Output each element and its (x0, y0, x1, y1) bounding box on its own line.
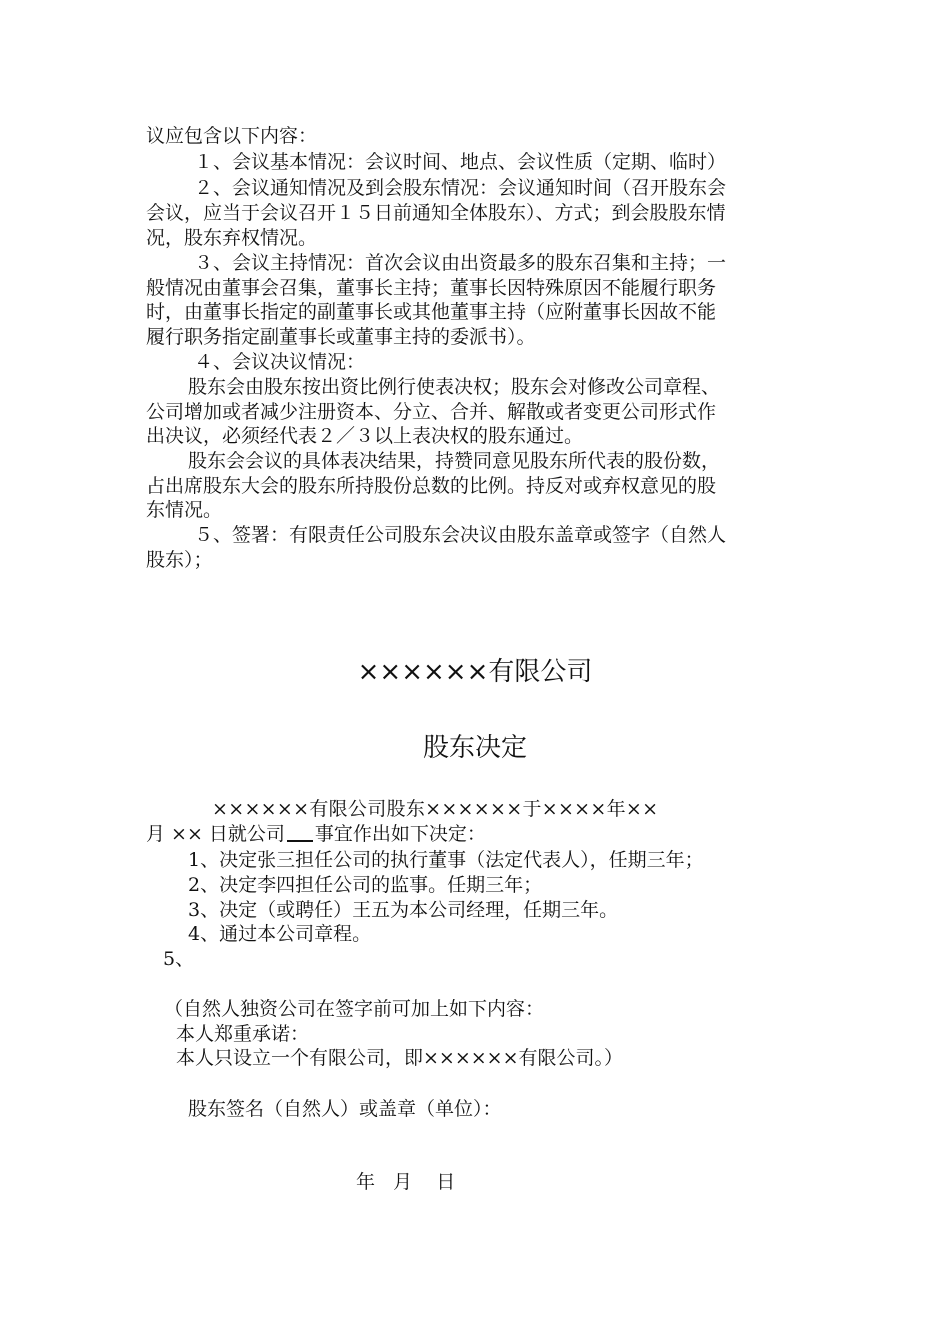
guide-line: 出决议，必须经代表２／３以上表决权的股东通过。 (146, 425, 584, 447)
guide-line: １、会议基本情况：会议时间、地点、会议性质（定期、临时） (194, 151, 727, 173)
guide-line: 股东）； (146, 549, 213, 571)
decision-item: 2、决定李四担任公司的监事。任期三年； (188, 874, 543, 896)
signature-label: 股东签名（自然人）或盖章（单位）： (188, 1098, 502, 1120)
guide-line: 股东会由股东按出资比例行使表决权；股东会对修改公司章程、 (188, 376, 721, 398)
guide-line: ３、会议主持情况：首次会议由出资最多的股东召集和主持；一 (194, 252, 727, 274)
guide-line: 股东会会议的具体表决结果，持赞同意见股东所代表的股份数， (188, 450, 721, 472)
guide-line: 东情况。 (146, 499, 223, 521)
guide-line: 般情况由董事会召集，董事长主持；董事长因特殊原因不能履行职务 (146, 277, 717, 299)
company-title: ××××××有限公司 (357, 657, 593, 687)
note-line: 本人郑重承诺： (176, 1023, 310, 1045)
guide-line: ２、会议通知情况及到会股东情况：会议通知时间（召开股东会 (194, 177, 727, 199)
document-title: 股东决定 (422, 733, 527, 763)
guide-line: 公司增加或者减少注册资本、分立、合并、解散或者变更公司形式作 (146, 401, 717, 423)
guide-line: 议应包含以下内容： (146, 125, 318, 147)
decision-item: 1、决定张三担任公司的执行董事（法定代表人），任期三年； (188, 849, 704, 871)
guide-line: 会议，应当于会议召开１５日前通知全体股东）、方式；到会股股东情 (146, 202, 726, 224)
decision-item: 4、通过本公司章程。 (188, 923, 372, 945)
intro-text: 月 ×× 日就公司 (146, 823, 285, 845)
date-label: 年 月 日 (356, 1171, 456, 1193)
guide-line: ５、签署：有限责任公司股东会决议由股东盖章或签字（自然人 (194, 524, 727, 546)
note-line: （自然人独资公司在签字前可加上如下内容： (164, 998, 545, 1020)
guide-line: 时，由董事长指定的副董事长或其他董事主持（应附董事长因故不能 (146, 301, 717, 323)
guide-line: 况，股东弃权情况。 (146, 227, 318, 249)
decision-item: 3、决定（或聘任）王五为本公司经理，任期三年。 (188, 899, 619, 921)
intro-text: 事宜作出如下决定： (314, 823, 486, 845)
blank-underline (287, 822, 313, 842)
guide-line: 占出席股东大会的股东所持股份总数的比例。持反对或弃权意见的股 (146, 475, 717, 497)
decision-intro-line (146, 822, 486, 846)
decision-intro-line: ××××××有限公司股东××××××于××××年×× (212, 798, 659, 820)
decision-item: 5、 (163, 948, 195, 970)
note-line: 本人只设立一个有限公司，即××××××有限公司。） (176, 1047, 624, 1069)
guide-line: ４、会议决议情况： (194, 351, 366, 373)
guide-line: 履行职务指定副董事长或董事主持的委派书）。 (146, 326, 536, 348)
